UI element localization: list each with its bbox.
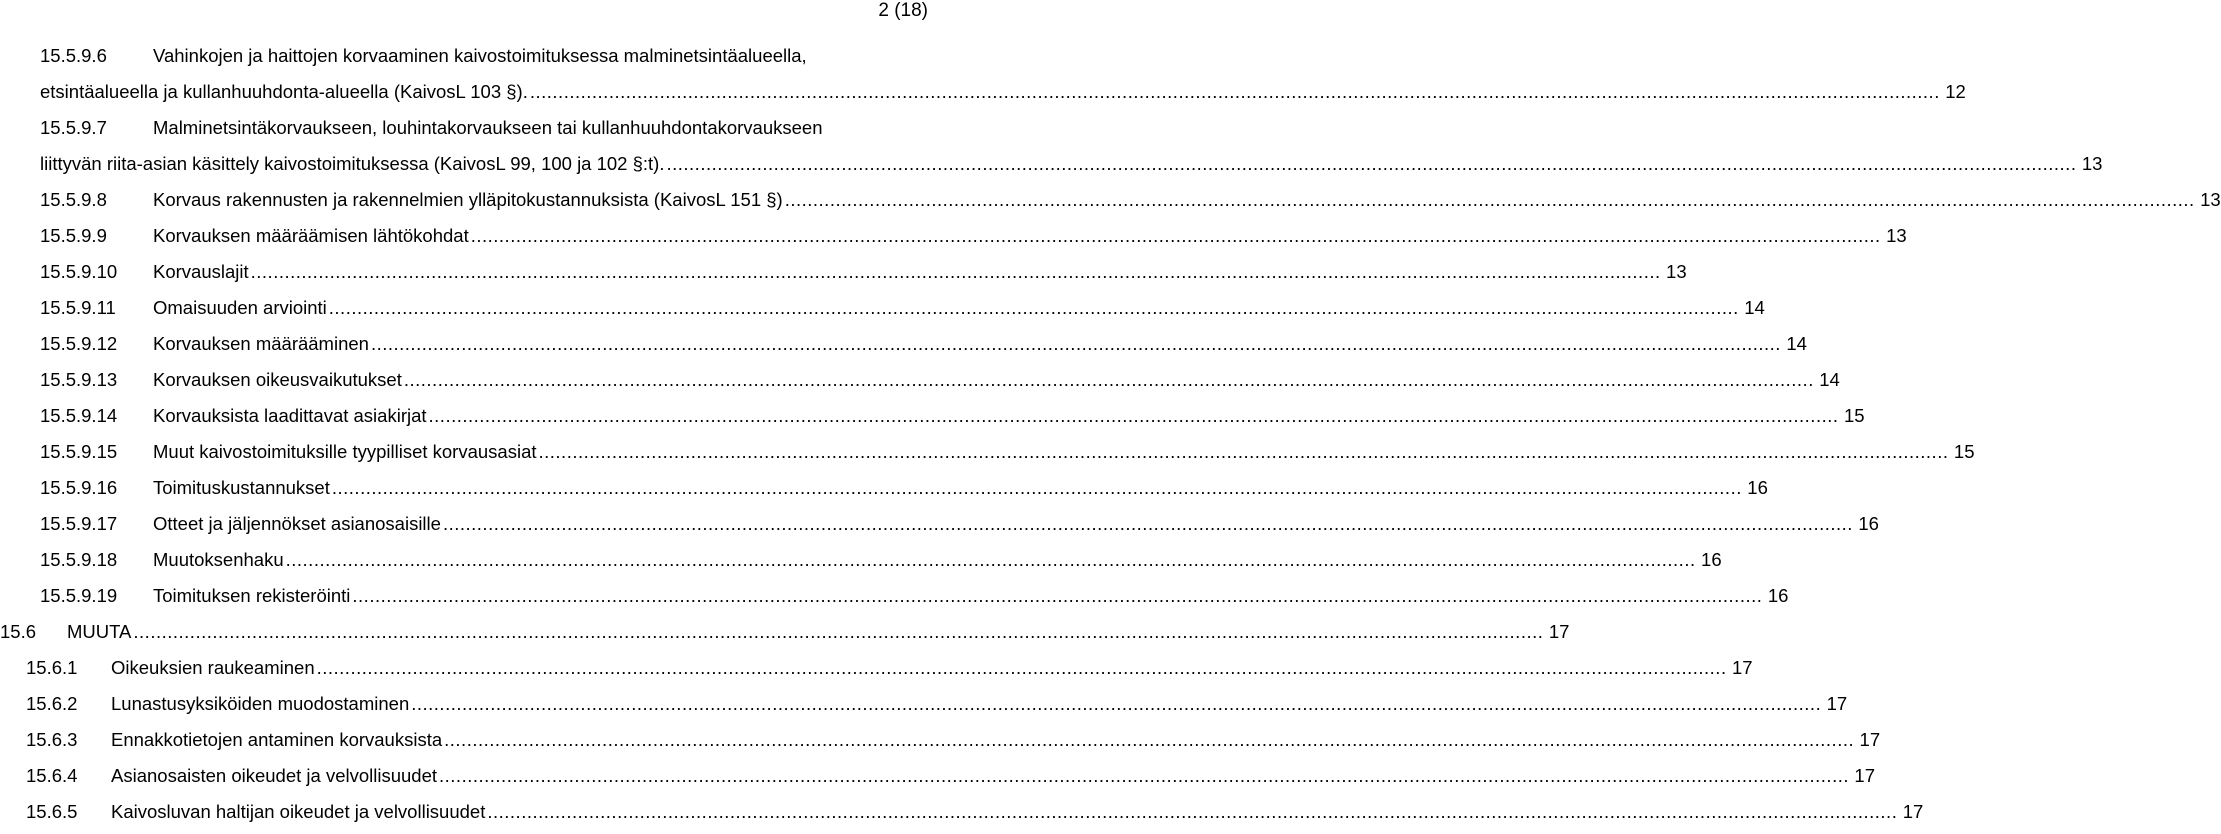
- toc-entry-number: 15.6.3: [26, 729, 78, 750]
- toc-entry-page: 17: [1859, 729, 1881, 750]
- toc-entry-page: 14: [1744, 297, 1765, 318]
- toc-leader-dots: [471, 222, 1881, 250]
- toc-leader-dots: [443, 510, 1853, 538]
- toc-entry[interactable]: [0, 258, 1687, 286]
- page-indicator: 2 (18): [878, 0, 928, 21]
- toc-entry-number: 15.5.9.9: [40, 225, 107, 246]
- toc-entry[interactable]: [0, 546, 1722, 574]
- toc-entry-number: 15.6.2: [26, 693, 78, 714]
- toc-entry-number: 15.5.9.16: [40, 477, 118, 498]
- toc-entry-page: 16: [1701, 549, 1722, 570]
- toc-entry-page: 13: [2081, 153, 2103, 174]
- toc-entry-page: 16: [1747, 477, 1768, 498]
- toc-entry-title: Korvauksen oikeusvaikutukset: [153, 369, 402, 390]
- toc-entry[interactable]: [0, 366, 1840, 394]
- toc-entry-title: Korvauksista laadittavat asiakirjat: [153, 405, 427, 426]
- toc-entry-title: Asianosaisten oikeudet ja velvollisuudet: [111, 765, 438, 786]
- toc-entry-title: MUUTA: [67, 621, 132, 642]
- toc-entry-page: 13: [1666, 261, 1687, 282]
- toc-entry-title: Omaisuuden arviointi: [153, 297, 327, 318]
- toc-entry-page: 15: [1843, 405, 1865, 426]
- toc-entry[interactable]: [0, 510, 1879, 538]
- toc-entry-page: 13: [1886, 225, 1907, 246]
- toc-entry[interactable]: [0, 690, 1848, 718]
- toc-entry-number: 15.5.9.17: [40, 513, 118, 534]
- toc-leader-dots: [439, 762, 1849, 790]
- toc-entry-title: Korvauksen määrääminen: [153, 333, 369, 354]
- toc-entry-page: 14: [1786, 333, 1807, 354]
- toc-entry-page: 17: [1548, 621, 1570, 642]
- toc-entry[interactable]: [0, 582, 1789, 610]
- toc-entry-number: 15.5.9.14: [40, 405, 118, 426]
- toc-leader-dots: [487, 798, 1897, 826]
- toc-entry-number: 15.5.9.19: [40, 585, 118, 606]
- toc-leader-dots: [371, 330, 1781, 358]
- toc-leader-dots: [539, 438, 1949, 466]
- toc-entry[interactable]: [0, 330, 1807, 358]
- toc-entry-title: Korvauksen määräämisen lähtökohdat: [153, 225, 469, 246]
- toc-entry-number: 15.6.5: [26, 801, 78, 822]
- toc-entry-title: Malminetsintäkorvaukseen, louhintakorvaukseen tai kullanhuuhdontakorvaukseen: [153, 117, 823, 138]
- toc-entry-number: 15.5.9.6: [40, 45, 107, 66]
- toc-leader-dots: [429, 402, 1839, 430]
- toc-entry-page: 17: [1826, 693, 1848, 714]
- toc-entry[interactable]: [0, 654, 1753, 682]
- toc-entry-number: 15.5.9.18: [40, 549, 118, 570]
- toc-entry-number: 15.5.9.10: [40, 261, 118, 282]
- toc-entry-page: 12: [1945, 81, 1966, 102]
- toc-entry-number: 15.6.4: [26, 765, 78, 786]
- table-of-contents: [0, 42, 2221, 834]
- toc-leader-dots: [286, 546, 1696, 574]
- toc-entry-page: 14: [1819, 369, 1840, 390]
- toc-entry-title: Toimituksen rekisteröinti: [153, 585, 351, 606]
- toc-entry-number: 15.5.9.8: [40, 189, 107, 210]
- toc-leader-dots: [133, 618, 1543, 646]
- toc-entry-number: 15.5.9.11: [40, 297, 116, 318]
- toc-entry-number: 15.5.9.15: [40, 441, 118, 462]
- toc-entry[interactable]: [0, 402, 1865, 430]
- toc-entry-number: 15.5.9.7: [40, 117, 107, 138]
- toc-entry-title: Lunastusyksiköiden muodostaminen: [111, 693, 410, 714]
- toc-entry-title: Oikeuksien raukeaminen: [111, 657, 315, 678]
- toc-entry-page: 16: [1858, 513, 1879, 534]
- toc-entry-number: 15.5.9.12: [40, 333, 118, 354]
- toc-entry[interactable]: [0, 726, 1881, 754]
- toc-entry[interactable]: [0, 474, 1768, 502]
- toc-entry-title: Toimituskustannukset: [153, 477, 330, 498]
- toc-entry[interactable]: [0, 42, 1966, 106]
- toc-entry-number: 15.6: [0, 621, 37, 642]
- toc-entry[interactable]: [0, 114, 2103, 178]
- toc-entry[interactable]: [0, 618, 1570, 646]
- toc-entry-page: 15: [1953, 441, 1975, 462]
- toc-leader-dots: [404, 366, 1814, 394]
- toc-entry[interactable]: [0, 186, 2221, 214]
- toc-leader-dots: [530, 78, 1940, 106]
- toc-entry[interactable]: [0, 762, 1875, 790]
- toc-entry-title: Korvauslajit: [153, 261, 249, 282]
- toc-entry-title: Korvaus rakennusten ja rakennelmien ylläpitokustannuksista (KaivosL 151 §): [153, 189, 783, 210]
- toc-entry[interactable]: [0, 438, 1975, 466]
- toc-leader-dots: [332, 474, 1742, 502]
- toc-leader-dots: [251, 258, 1661, 286]
- toc-entry-page: 13: [2200, 189, 2221, 210]
- toc-entry-page: 17: [1854, 765, 1875, 786]
- toc-entry-number: 15.6.1: [26, 657, 78, 678]
- toc-leader-dots: [785, 186, 2195, 214]
- toc-entry-title: Vahinkojen ja haittojen korvaaminen kaivostoimituksessa malminetsintäalueella,: [153, 45, 807, 66]
- toc-entry-title-cont: etsintäalueella ja kullanhuuhdonta-alueella (KaivosL 103 §).: [40, 81, 528, 102]
- toc-entry-page: 17: [1902, 801, 1924, 822]
- toc-leader-dots: [666, 150, 2076, 178]
- toc-entry[interactable]: [0, 294, 1765, 322]
- toc-entry-title: Kaivosluvan haltijan oikeudet ja velvollisuudet: [111, 801, 486, 822]
- toc-leader-dots: [444, 726, 1854, 754]
- toc-leader-dots: [329, 294, 1739, 322]
- toc-entry-title-cont: liittyvän riita-asian käsittely kaivostoimituksessa (KaivosL 99, 100 ja 102 §:t).: [40, 153, 665, 174]
- toc-entry-title: Ennakkotietojen antaminen korvauksista: [111, 729, 443, 750]
- toc-leader-dots: [411, 690, 1821, 718]
- toc-leader-dots: [317, 654, 1727, 682]
- toc-entry-title: Muutoksenhaku: [153, 549, 284, 570]
- toc-entry-page: 16: [1767, 585, 1789, 606]
- toc-entry-number: 15.5.9.13: [40, 369, 118, 390]
- toc-entry[interactable]: [0, 222, 1907, 250]
- toc-entry[interactable]: [0, 798, 1924, 826]
- toc-entry-title: Muut kaivostoimituksille tyypilliset korvausasiat: [153, 441, 537, 462]
- toc-entry-title: Otteet ja jäljennökset asianosaisille: [153, 513, 441, 534]
- toc-leader-dots: [352, 582, 1762, 610]
- toc-entry-page: 17: [1732, 657, 1753, 678]
